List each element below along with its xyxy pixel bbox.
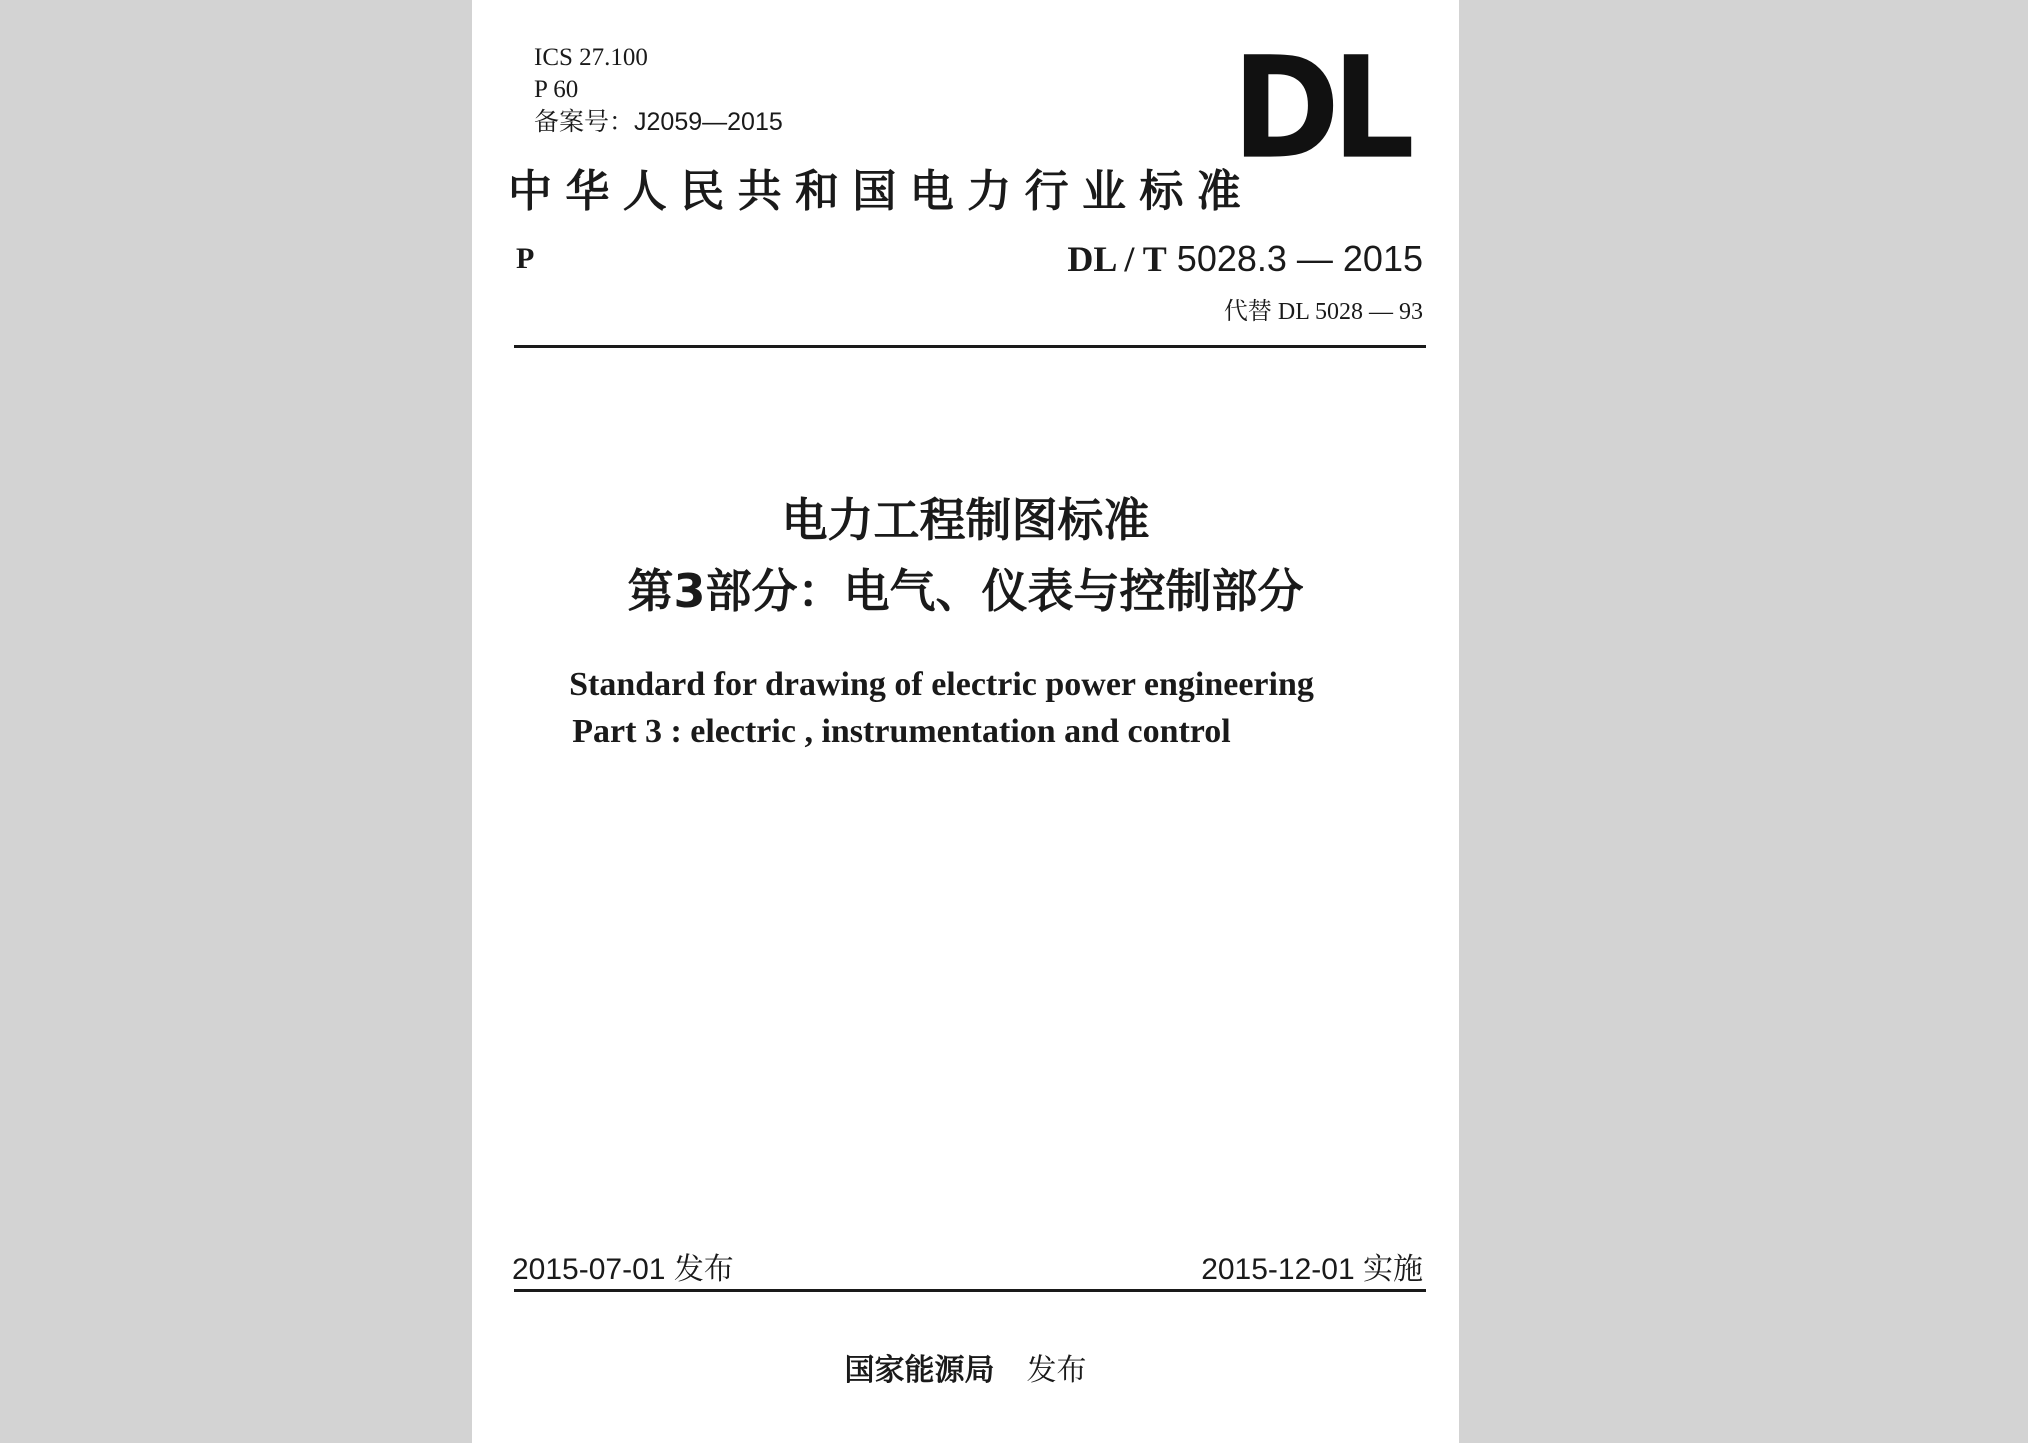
standard-cover-page bbox=[472, 0, 1459, 1443]
replaces-standard: 代替 DL 5028 — 93 bbox=[1223, 299, 1423, 325]
issuer-action: 发布 bbox=[1026, 1353, 1087, 1388]
title-en-line1: Standard for drawing of electric power engineering bbox=[569, 666, 1314, 703]
publish-date-value: 2015-07-01 bbox=[512, 1253, 666, 1286]
implement-date-value: 2015-12-01 bbox=[1201, 1253, 1355, 1286]
footer-divider bbox=[514, 1289, 1426, 1292]
issuer-org: 国家能源局 bbox=[844, 1353, 995, 1388]
header-divider bbox=[514, 345, 1426, 348]
issuer bbox=[472, 1345, 1459, 1389]
industry-standard-title: 中华人民共和国电力行业标准 bbox=[508, 166, 1255, 217]
record-label: 备案号： bbox=[534, 107, 635, 136]
standard-number bbox=[1067, 238, 1423, 280]
standard-prefix: DL / T bbox=[1067, 239, 1167, 279]
record-number bbox=[534, 106, 783, 139]
ccs-code: P 60 bbox=[534, 76, 579, 103]
publish-label: 发布 bbox=[673, 1252, 734, 1287]
title-cn-line2: 第3部分：电气、仪表与控制部分 bbox=[627, 564, 1304, 618]
title-cn-line1: 电力工程制图标准 bbox=[781, 493, 1150, 547]
standard-code: 5028.3 — 2015 bbox=[1176, 238, 1423, 279]
title-en-line2: Part 3 : electric , instrumentation and control bbox=[572, 713, 1231, 750]
ics-code: ICS 27.100 bbox=[534, 44, 648, 71]
implement-date bbox=[1201, 1244, 1423, 1288]
record-value: J2059—2015 bbox=[634, 108, 783, 136]
dl-logo: DL bbox=[1232, 25, 1407, 191]
publish-date bbox=[512, 1244, 734, 1288]
implement-label: 实施 bbox=[1363, 1252, 1423, 1287]
category-letter: P bbox=[516, 242, 535, 275]
